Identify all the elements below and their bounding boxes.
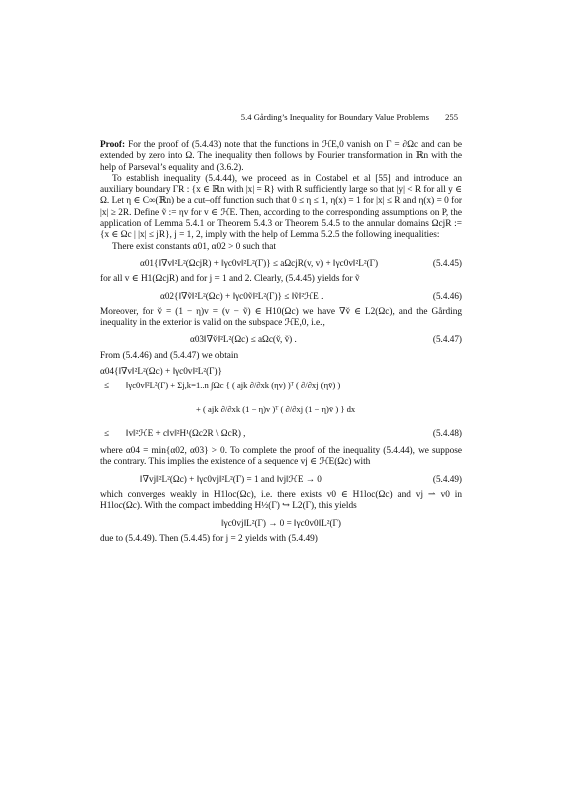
equation-5-4-46-body: α02{‖∇ṽ‖²L²(Ωc) + ‖γc0ṽ‖²L²(Γ)} ≤ ‖ṽ‖²ℋE . bbox=[160, 290, 324, 301]
equation-5-4-48-row-3 bbox=[100, 404, 462, 428]
paragraph-5: Moreover, for v̆ = (1 − η)v = (v − ṽ) ∈ H10(Ωc) we have ∇v̆ ∈ L2(Ωc), and the Gårding inequality in the exterior is valid on the subspace ℋE,0, i.e., bbox=[100, 306, 462, 329]
equation-5-4-48 bbox=[100, 366, 462, 442]
paragraph-7: where α04 = min{α02, α03} > 0. To complete the proof of the inequality (5.4.44), we suppose the contrary. This implies the existence of a sequence vj ∈ ℋE(Ωc) with bbox=[100, 446, 462, 468]
equation-5-4-49-body: ‖∇vj‖²L²(Ωc) + ‖γc0vj‖²L²(Γ) = 1 and ‖vj‖ℋE → 0 bbox=[140, 473, 322, 484]
equation-5-4-48-row-1 bbox=[100, 366, 462, 380]
paragraph-6: From (5.4.46) and (5.4.47) we obtain bbox=[100, 350, 239, 361]
equation-5-4-48-line-4: ‖v‖²ℋE + c‖v‖²H¹(Ωc2R \ ΩcR) , bbox=[126, 428, 246, 439]
equation-5-4-48-relation-2: ≤ bbox=[104, 428, 110, 439]
paragraph-4: for all v ∈ H1(ΩcjR) and for j = 1 and 2. Clearly, (5.4.45) yields for ṽ bbox=[100, 274, 360, 285]
equation-5-4-49 bbox=[100, 474, 462, 485]
paragraph-proof bbox=[100, 140, 462, 174]
equation-5-4-46-tag: (5.4.46) bbox=[432, 290, 462, 301]
equation-limit-body: ‖γc0vj‖L²(Γ) → 0 = ‖γc0v0‖L²(Γ) bbox=[221, 517, 341, 528]
equation-5-4-45-tag: (5.4.45) bbox=[432, 257, 462, 268]
equation-limit bbox=[100, 518, 462, 529]
equation-5-4-47-body: α03‖∇v̆‖²L²(Ωc) ≤ aΩc(v̆, v̆) . bbox=[190, 334, 297, 345]
equation-5-4-48-line-2: ‖γc0v‖²L²(Γ) + Σj,k=1..n ∫Ωc { ( ajk ∂/∂xk (ηv) )ᵀ ( ∂/∂xj (ηv̄) ) bbox=[126, 380, 341, 391]
proof-label: Proof: bbox=[100, 140, 126, 150]
equation-5-4-47-tag: (5.4.47) bbox=[432, 334, 462, 345]
equation-5-4-49-tag: (5.4.49) bbox=[432, 473, 462, 484]
paragraph-1-text: For the proof of (5.4.43) note that the functions in ℋE,0 vanish on Γ = ∂Ωc and can be extended by zero into Ω. The inequality then follows by Fourier transformation in ℝn with the help of Parseval’s equality and (3.6.2). bbox=[100, 140, 462, 173]
page-number: 255 bbox=[445, 112, 458, 122]
equation-5-4-48-lhs: α04{‖∇v‖²L²(Ωc) + ‖γc0v‖²L²(Γ)} bbox=[100, 366, 222, 377]
equation-5-4-48-row-4 bbox=[100, 428, 462, 442]
paragraph-8: which converges weakly in H1loc(Ωc), i.e. there exists v0 ∈ H1loc(Ωc) and vj ⇀ v0 in H1loc(Ωc). With the compact imbedding H½(Γ) ↪ L2(Γ), this yields bbox=[100, 489, 462, 512]
equation-5-4-47 bbox=[100, 334, 462, 345]
page-body bbox=[100, 140, 462, 545]
equation-5-4-46 bbox=[100, 291, 462, 302]
equation-5-4-48-tag: (5.4.48) bbox=[432, 428, 462, 439]
paragraph-3: There exist constants α01, α02 > 0 such that bbox=[112, 241, 276, 252]
equation-5-4-48-line-3: + ( ajk ∂/∂xk (1 − η)v )ᵀ ( ∂/∂xj (1 − η)v̄ ) } dx bbox=[196, 404, 356, 415]
equation-5-4-48-relation-1: ≤ bbox=[104, 380, 110, 391]
paragraph-9: due to (5.4.49). Then (5.4.45) for j = 2 yields with (5.4.49) bbox=[100, 533, 318, 544]
equation-5-4-48-row-2 bbox=[100, 380, 462, 404]
running-title: 5.4 Gårding’s Inequality for Boundary Value Problems bbox=[240, 112, 429, 122]
running-head bbox=[100, 112, 458, 122]
equation-5-4-45 bbox=[100, 258, 462, 269]
equation-5-4-45-body: α01{‖∇v‖²L²(ΩcjR) + ‖γc0v‖²L²(Γ)} ≤ aΩcjR(v, v) + ‖γc0v‖²L²(Γ) bbox=[140, 257, 379, 268]
paragraph-2: To establish inequality (5.4.44), we proceed as in Costabel et al [55] and introduce an auxiliary boundary ΓR : {x ∈ ℝn with |x| = R} with R sufficiently large so that |y| < R for all y ∈ Ω. Let η ∈ C∞(ℝn) be a cut–off function such that 0 ≤ η ≤ 1, η(x) = 1 for |x| ≤ R and η(x) = 0 for |x| ≥ 2R. Define ṽ := ηv for v ∈ ℋE. Then, according to the corresponding assumptions on P, the application of Lemma 5.4.1 or Theorem 5.4.3 or Theorem 5.4.5 to the annular domains ΩcjR := {x ∈ Ωc | |x| ≤ jR}, j = 1, 2, imply with the help of Lemma 5.2.5 the following inequalities: bbox=[100, 173, 462, 241]
